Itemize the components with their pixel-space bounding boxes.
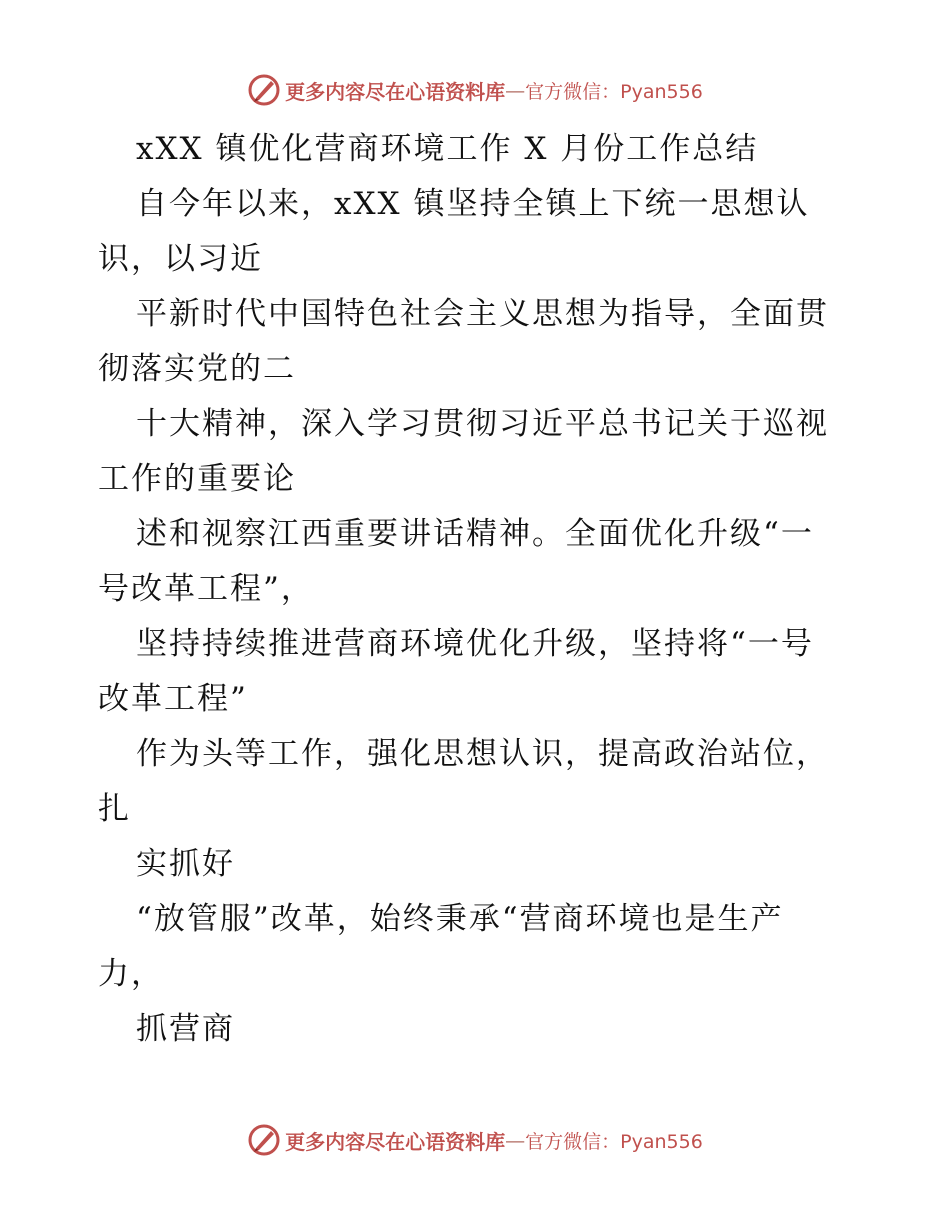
doc-line: 坚持持续推进营商环境优化升级，坚持将“一号 [136, 626, 814, 662]
doc-line: 作为头等工作，强化思想认识，提高政治站位， [136, 736, 829, 772]
doc-line: 识，以习近 [98, 241, 263, 277]
watermark-contact-text: 官方微信：Pyan556 [525, 1130, 703, 1153]
doc-line: 工作的重要论 [98, 461, 296, 497]
doc-line: 自今年以来，xXX 镇坚持全镇上下统一思想认 [136, 186, 810, 222]
doc-line: 号改革工程”， [98, 571, 314, 607]
pen-logo-icon [247, 73, 281, 107]
doc-line: “放管服”改革，始终秉承“营商环境也是生产 [136, 901, 784, 937]
doc-line: 扎 [98, 791, 131, 827]
doc-line: 彻落实党的二 [98, 351, 296, 387]
doc-line: 力， [98, 956, 164, 992]
doc-title: xXX 镇优化营商环境工作 X 月份工作总结 [136, 131, 759, 167]
watermark-site-text: 更多内容尽在心语资料库 [285, 1129, 506, 1154]
doc-line: 平新时代中国特色社会主义思想为指导，全面贯 [136, 296, 829, 332]
doc-line: 抓营商 [136, 1011, 235, 1047]
doc-line: 述和视察江西重要讲话精神。全面优化升级“一 [136, 516, 814, 552]
watermark-contact-text: 官方微信：Pyan556 [525, 80, 703, 103]
watermark-separator: — [505, 78, 526, 102]
doc-line: 实抓好 [136, 846, 235, 882]
watermark-header [0, 70, 950, 110]
watermark-site-text: 更多内容尽在心语资料库 [285, 79, 506, 104]
watermark-separator: — [505, 1128, 526, 1152]
doc-line: 十大精神，深入学习贯彻习近平总书记关于巡视 [136, 406, 829, 442]
pen-logo-icon [247, 1123, 281, 1157]
doc-line: 改革工程” [98, 681, 248, 717]
document-body [98, 122, 858, 1057]
watermark-footer [0, 1120, 950, 1160]
